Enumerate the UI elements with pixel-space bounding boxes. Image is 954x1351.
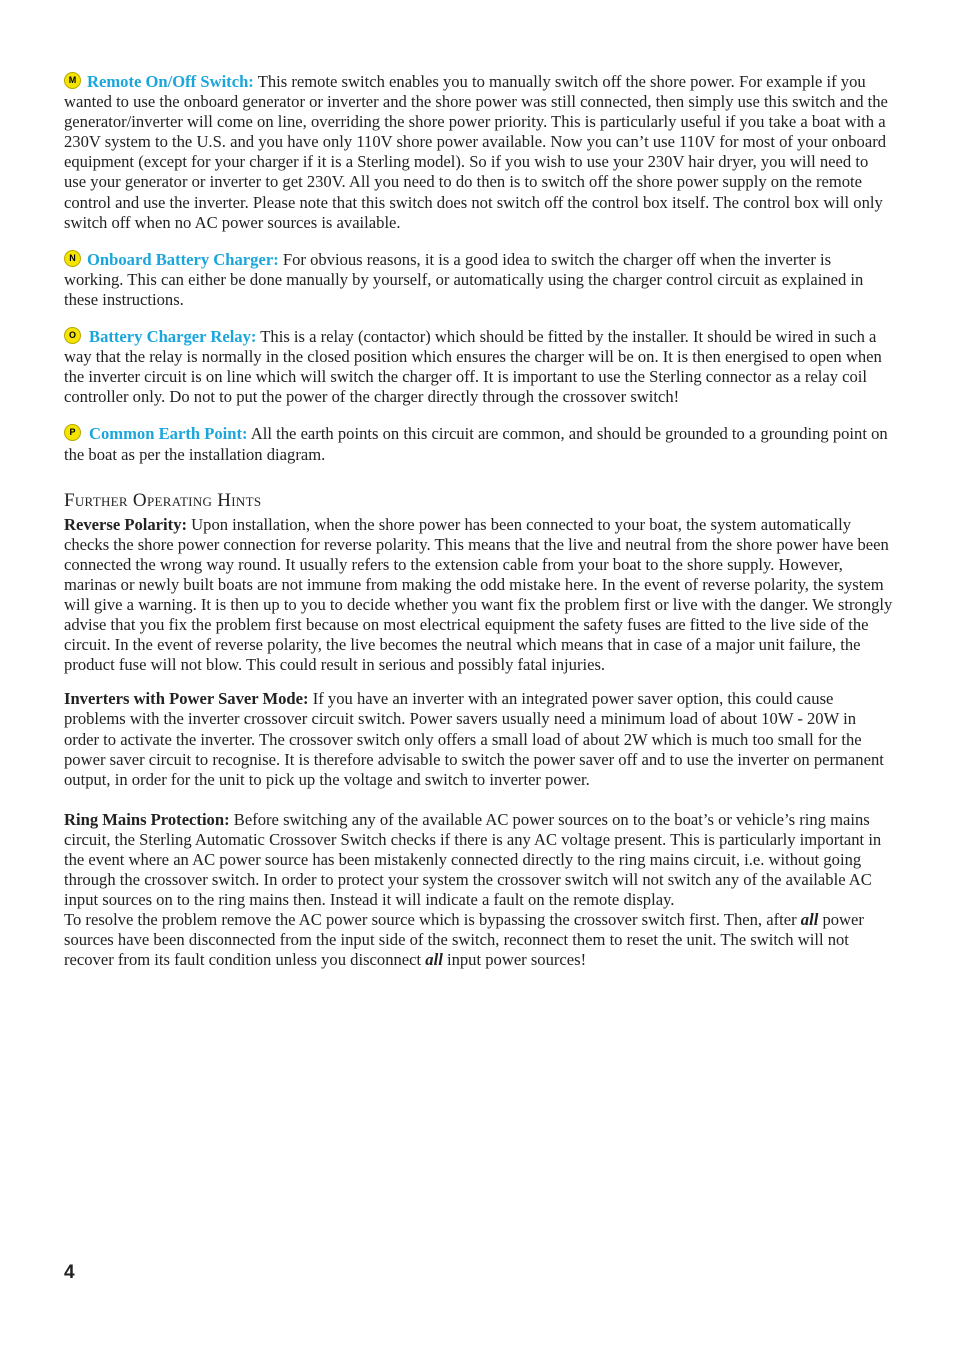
item-remote-switch (64, 72, 894, 233)
emphasis-all: all (425, 950, 443, 970)
item-term: Onboard Battery Charger: (87, 249, 279, 269)
resolve-text: To resolve the problem remove the AC power source which is bypassing the crossover switch first. Then, after (64, 910, 801, 930)
section-text: If you have an inverter with an integrated power saver option, this could cause problems with the inverter crossover circuit switch. Power savers usually need a minimum load of about 10W - 20W in order to activate the inverter. The crossover switch only offers a small load of about 2W which is much too small for the power saver circuit to recognise. It is therefore advisable to switch the power saver off and to use the inverter on permanent output, in order for the unit to pick up the voltage and switch to inverter power. (64, 689, 884, 789)
section-ring-mains (64, 810, 894, 910)
section-reverse-polarity (64, 515, 894, 676)
item-term: Battery Charger Relay: (89, 327, 257, 347)
item-battery-charger (64, 250, 894, 310)
badge-m-icon: M (64, 72, 81, 89)
resolve-text: power sources have been disconnected from the input side of the switch, reconnect them to reset the unit. The switch will not recover from its fault condition unless you disconnect (64, 910, 864, 970)
item-earth-point (64, 424, 894, 464)
section-label: Reverse Polarity: (64, 514, 188, 534)
emphasis-all: all (800, 910, 819, 930)
section-text: Before switching any of the available AC power sources on to the boat’s or vehicle’s ring mains circuit, the Sterling Automatic Crossover Switch checks if there is any AC voltage present. This is particularly important in the event where an AC power source has been mistakenly connected directly to the ring mains circuit, i.e. without going through the crossover switch. In order to protect your system the crossover switch will not switch any of the available AC input sources on to the ring mains then. Instead it will indicate a fault on the remote display. (64, 809, 882, 910)
badge-n-icon: N (64, 250, 81, 267)
item-text: For obvious reasons, it is a good idea to switch the charger off when the inverter is working. This can either be done manually by yourself, or automatically using the charger control circuit as explained in these instructions. (64, 249, 864, 309)
item-text: This remote switch enables you to manually switch off the shore power. For example if you wanted to use the onboard generator or inverter and the shore power was still connected, then simply use this switch and the generator/inverter will come on line, overriding the shore power priority. This is particularly useful if you take a boat with a 230V system to the U.S. and you have only 110V shore power available. Now you can’t use 110V for most of your onboard equipment (except for your charger if it is a Sterling model). So if you wish to use your 230V hair dryer, you will need to use your generator or inverter to get 230V. All you need to do then is to switch off the shore power supply on the remote control and use the inverter. Please note that this switch does not switch off the control box itself. The control box will only switch off when no AC power sources is available. (64, 72, 888, 232)
item-text: This is a relay (contactor) which should be fitted by the installer. It should be wired in such a way that the relay is normally in the closed position which ensures the charger will be on. It is then energised to open when the inverter circuit is on line which will switch the charger off. It is important to use the Sterling connector as a relay coil controller only. Do not to put the power of the charger directly through the crossover switch! (64, 327, 882, 407)
badge-p-icon: P (64, 424, 81, 441)
item-term: Common Earth Point: (89, 424, 248, 444)
page-content (64, 72, 894, 971)
resolve-text: input power sources! (442, 950, 587, 970)
section-text: Upon installation, when the shore power has been connected to your boat, the system automatically checks the shore power connection for reverse polarity. This means that the live and neutral from the shore power have been connected the wrong way round. It usually refers to the extension cable from your boat to the shore supply. However, marinas or newly built boats are not immune from making the odd mistake here. In the event of reverse polarity, the system will give a warning. It is then up to you to decide whether you want fix the problem first or live with the danger. We strongly advise that you fix the problem first because on most electrical equipment the safety fuses are fitted to the live side of the circuit. In the event of reverse polarity, the live becomes the neutral which means that in case of a major unit failure, the product fuse will not blow. This could result in serious and possibly fatal injuries. (64, 514, 893, 675)
item-charger-relay (64, 327, 894, 407)
section-power-saver (64, 689, 894, 789)
item-term: Remote On/Off Switch: (87, 72, 254, 91)
section-label: Inverters with Power Saver Mode: (64, 689, 309, 709)
section-label: Ring Mains Protection: (64, 809, 230, 829)
resolve-paragraph (64, 910, 894, 970)
page-number: 4 (64, 1262, 75, 1283)
item-text: All the earth points on this circuit are common, and should be grounded to a grounding point on the boat as per the installation diagram. (64, 424, 888, 464)
badge-o-icon: O (64, 327, 81, 344)
section-heading: Further Operating Hints (64, 489, 262, 511)
